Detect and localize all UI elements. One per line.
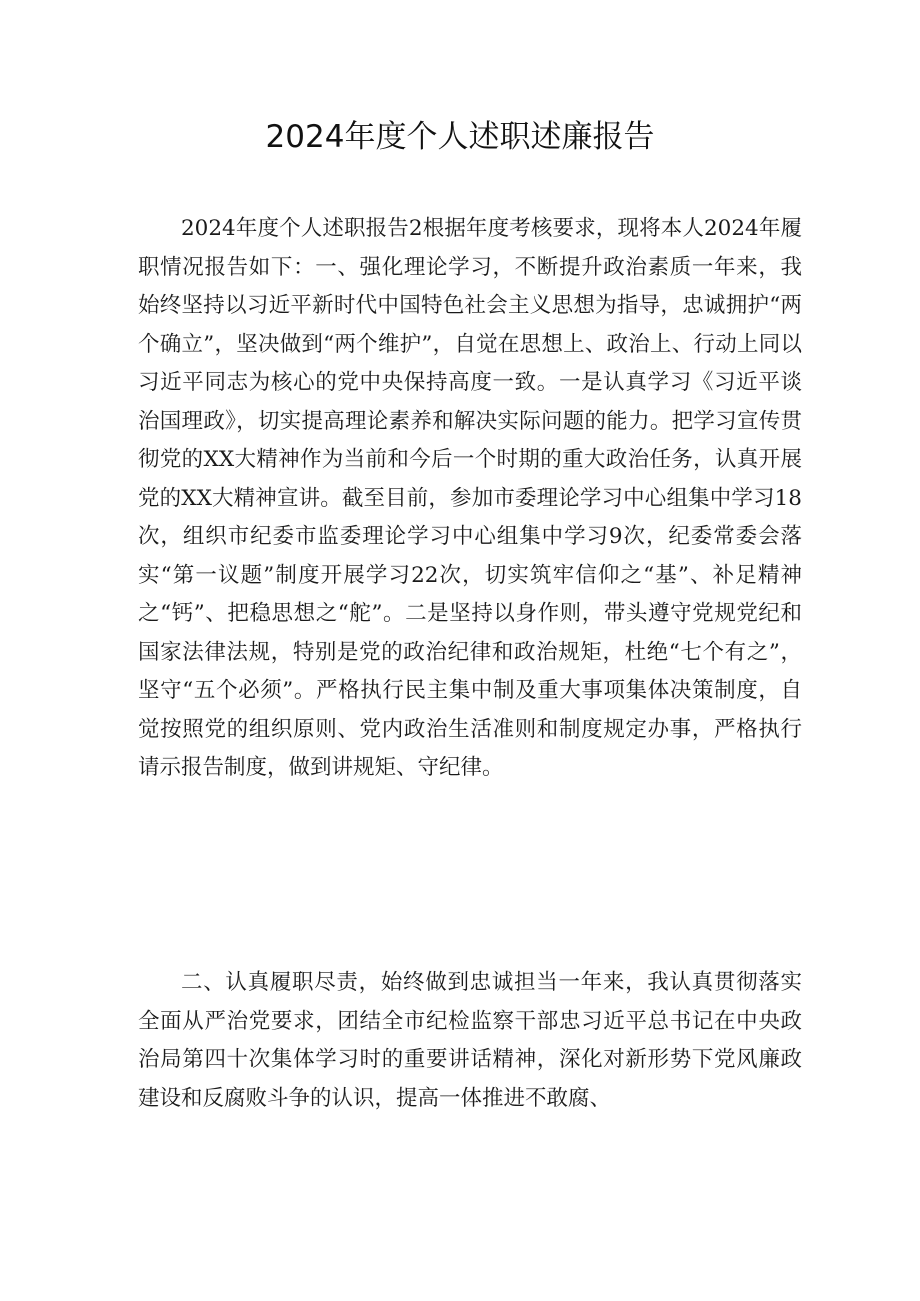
body-paragraph-1-block	[138, 210, 802, 788]
document-title: 2024年度个人述职述廉报告	[265, 119, 655, 155]
body-paragraph-2-block	[138, 964, 802, 1118]
body-paragraph: 2024年度个人述职报告2根据年度考核要求，现将本人2024年履职情况报告如下：一、强化理论学习，不断提升政治素质一年来，我始终坚持以习近平新时代中国特色社会主义思想为指导，忠诚拥护“两个确立”，坚决做到“两个维护”，自觉在思想上、政治上、行动上同以习近平同志为核心的党中央保持高度一致。一是认真学习《习近平谈治国理政》，切实提高理论素养和解决实际问题的能力。把学习宣传贯彻党的XX大精神作为当前和今后一个时期的重大政治任务，认真开展党的XX大精神宣讲。截至目前，参加市委理论学习中心组集中学习18次，组织市纪委市监委理论学习中心组集中学习9次，纪委常委会落实“第一议题”制度开展学习22次，切实筑牢信仰之“基”、补足精神之“钙”、把稳思想之“舵”。二是坚持以身作则，带头遵守党规党纪和国家法律法规，特别是党的政治纪律和政治规矩，杜绝“七个有之”，坚守“五个必须”。严格执行民主集中制及重大事项集体决策制度，自觉按照党的组织原则、党内政治生活准则和制度规定办事，严格执行请示报告制度，做到讲规矩、守纪律。	[138, 216, 802, 780]
body-paragraph: 二、认真履职尽责，始终做到忠诚担当一年来，我认真贯彻落实全面从严治党要求，团结全市纪检监察干部忠习近平总书记在中央政治局第四十次集体学习时的重要讲话精神，深化对新形势下党风廉政建设和反腐败斗争的认识，提高一体推进不敢腐、	[138, 970, 802, 1111]
